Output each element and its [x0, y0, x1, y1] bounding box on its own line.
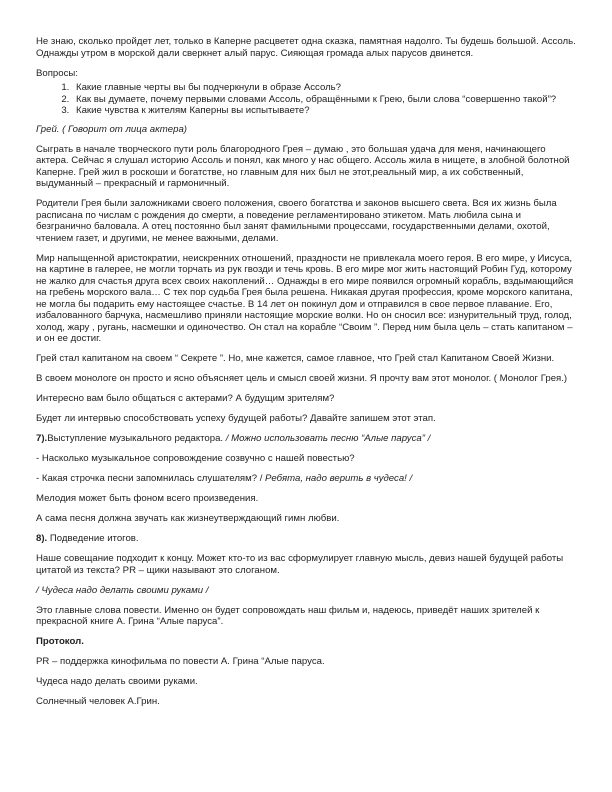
protocol-heading-text: Протокол.: [36, 636, 84, 647]
music-question-2-italic: Ребята, надо верить в чудеса! /: [262, 473, 413, 484]
body-paragraph: В своем монологе он просто и ясно объясняет цель и смысл своей жизни. Я прочту вам этот монолог. ( Монолог Грея.): [36, 373, 568, 384]
main-words-paragraph: Это главные слова повести. Именно он будет сопровождать наш фильм и, надеюсь, приведёт наших зрителей к прекрасной книге А. Грина “Алые паруса”.: [36, 604, 540, 627]
body-paragraph: Мир напыщенной аристократии, неискренних отношений, праздности не привлекала моего героя. В его мире, у Иисуса, на картине в галерее, не могли торчать из рук гвозди и течь кровь. В его мире мог жить настоящий Робин Гуд, которому не жалко для счастья друга всех своих накоплений… Однажды в его мире появился огромный корабль, вздымающийся на гребень морского вала… С тех пор судьба Грея была решена. Никакая другая профессия, кроме морского капитана, не могла бы подарить ему настоящее счастье. В 14 лет он покинул дом и отправился в свое первое плавание. Его, избалованного барчука, насмешливо приняли настоящие морские волки. Но он сносил все: изнурительный труд, голод, холод, жару , ругань, насмешки и одиночество. Он стал на корабле “Своим ”. Перед ним была цель – стать капитаном – и он ее достиг.: [36, 252, 574, 344]
protocol-heading: [36, 636, 576, 648]
music-question-2-text: - Какая строчка песни запомнилась слушателям? /: [36, 473, 263, 484]
question-item: 3. Какие чувства к жителям Каперны вы испытываете?: [72, 105, 576, 117]
protocol-line: PR – поддержка кинофильма по повести А. Грина “Алые паруса.: [36, 656, 325, 667]
song-line: А сама песня должна звучать как жизнеутверждающий гимн любви.: [36, 513, 340, 524]
grey-heading-text: Грей. ( Говорит от лица актера): [36, 123, 187, 135]
section-8-number: 8).: [36, 533, 48, 544]
protocol-line: Чудеса надо делать своими руками.: [36, 676, 198, 687]
questions-list: [36, 82, 576, 117]
section-7-note: / Можно использовать песню “Алые паруса” /: [223, 433, 431, 444]
protocol-line: Солнечный человек А.Грин.: [36, 696, 160, 707]
body-paragraph: Интересно вам было общаться с актерами? А будущим зрителям?: [36, 393, 335, 404]
section-7-title: Выступление музыкального редактора.: [47, 433, 224, 444]
body-paragraph: Будет ли интервью способствовать успеху будущей работы? Давайте запишем этот этап.: [36, 413, 436, 424]
music-question-1: - Насколько музыкальное сопровождение созвучно с нашей повестью?: [36, 453, 355, 464]
section-7-number: 7).: [36, 433, 48, 444]
body-paragraph: Грей стал капитаном на своем “ Секрете ”. Но, мне кажется, самое главное, что Грей стал Капитаном Своей Жизни.: [36, 353, 555, 364]
melody-line: Мелодия может быть фоном всего произведения.: [36, 493, 259, 504]
intro-paragraph: Не знаю, сколько пройдет лет, только в Каперне расцветет одна сказка, памятная надолго. Ты будешь большой. Ассоль. Однажды утром в морской дали сверкнет алый парус. Сияющая громада алых парусов двинется.: [36, 36, 576, 59]
music-question-2: [36, 473, 576, 485]
body-paragraph: Родители Грея были заложниками своего положения, своего богатства и законов высшего света. Вся их жизнь была расписана по числам с рождения до смерти, а поведение регламентировано этикетом. Мать любила сына и безгранично баловала. А отец постоянно был занят фамильными процессами, государственными делами, охотой, чтением газет, и другими, не менее важными, делами.: [36, 198, 557, 244]
miracles-quote: [36, 585, 576, 597]
section-8-title: Подведение итогов.: [47, 533, 139, 544]
grey-heading: [36, 124, 576, 136]
miracles-quote-text: / Чудеса надо делать своими руками /: [36, 584, 209, 596]
body-paragraph: Сыграть в начале творческого пути роль благородного Грея – думаю , это большая удача для меня, начинающего актера. Сейчас я слушал историю Ассоль и понял, как много у нас общего. Ассоль жила в нищете, в злобной болотной Каперне. Грей жил в роскоши и богатстве, но главным для них был не этот,реальный мир, а их собственный, выдуманный – прекрасный и гармоничный.: [36, 143, 570, 189]
summary-paragraph: Наше совещание подходит к концу. Может кто-то из вас сформулирует главную мысль, девиз нашей будущей работы цитатой из текста? PR – щики называют это слоганом.: [36, 553, 564, 576]
question-item: 2. Как вы думаете, почему первыми словами Ассоль, обращёнными к Грею, были слова “совершенно такой”?: [72, 94, 576, 106]
section-7-heading: [36, 433, 576, 445]
question-item: 1. Какие главные черты вы бы подчеркнули в образе Ассоль?: [72, 82, 576, 94]
questions-heading: Вопросы:: [36, 67, 78, 79]
section-8-heading: [36, 533, 576, 545]
